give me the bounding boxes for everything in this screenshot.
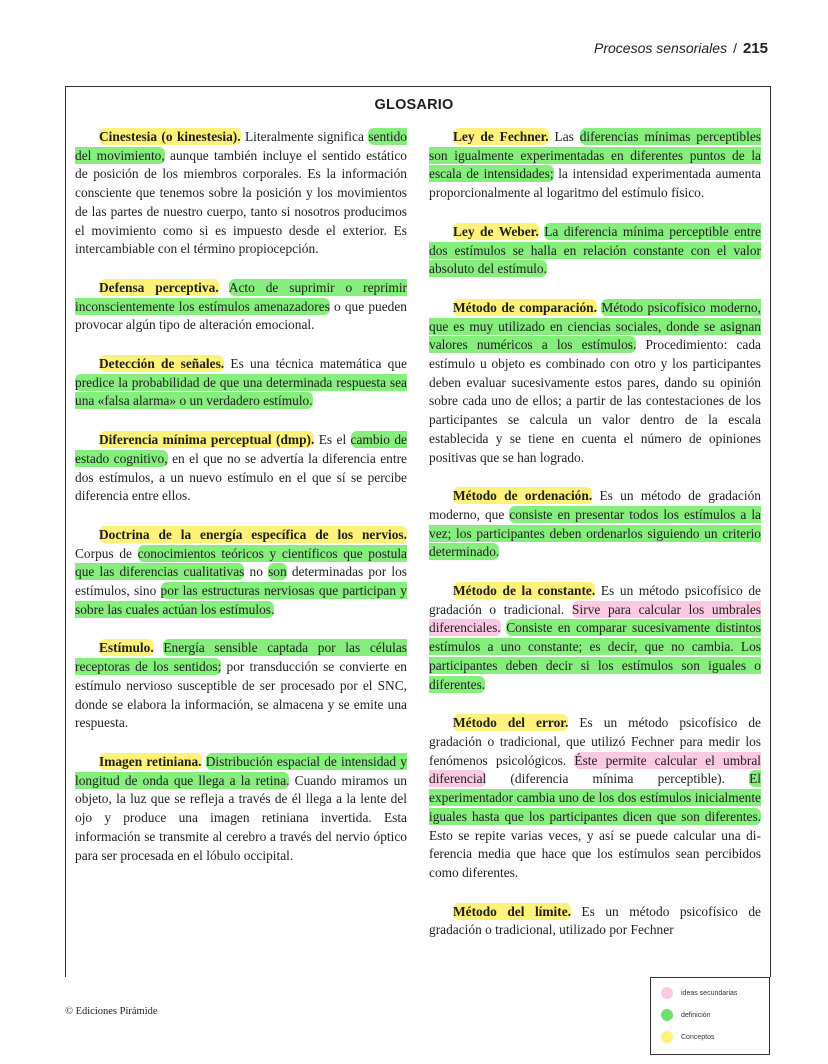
glossary-term-highlight: Cinestesia (o kinestesia). (99, 129, 241, 144)
glossary-term-highlight: Método del error. (453, 715, 569, 731)
glossary-entry (429, 299, 761, 467)
highlighted-text: Energía sensible captada por las células receptoras de los sentidos; (75, 640, 407, 675)
entry-text: Cuando miramos un objeto, la luz que se refleja a través de él llega a la lente del ojo y produce una imagen retiniana invertida. Esta información se transmite al cerebro a través del nervio óptico para ser procesada en el lóbulo occipital. (75, 772, 407, 863)
glossary-entry (75, 279, 407, 335)
entry-text (154, 640, 164, 655)
entry-text: en el que no se advertía la diferencia entre dos estímulos, a un nuevo estímulo en el que sí se percibe diferencia entre ellos. (75, 450, 407, 504)
highlighted-text: Éste permite calcular el umbral diferencial (429, 752, 761, 787)
page-number: 215 (742, 40, 768, 57)
entry-text: o que pueden provocar algún tipo de alteración emocional. (75, 298, 407, 333)
legend-item-concepts (661, 1030, 714, 1044)
highlighted-text: son (268, 564, 287, 580)
pink-dot-icon (661, 987, 673, 999)
entry-text (219, 280, 229, 295)
entry-text: determinadas por los estímulos, sino (75, 564, 408, 599)
entry-text: Es un método psicofísico de gradación o tradicional. (429, 583, 761, 617)
yellow-dot-icon (661, 1031, 673, 1043)
right-column (429, 128, 761, 960)
entry-text: Es un método de gradación moderno, que (429, 488, 761, 522)
highlighted-text: Acto de suprimir o reprimir inconscientemente los estímulos amenazadores (75, 279, 408, 314)
glossary-term-highlight: Detección de señales. (99, 356, 225, 372)
glossary-entry (75, 639, 407, 733)
glossary-term-highlight: Doctrina de la energía específica de los nervios. (99, 526, 407, 542)
glossary-entry (75, 431, 407, 506)
glossary-term-highlight: Estímulo. (99, 640, 154, 656)
legend-label: definición (681, 1011, 711, 1019)
glossary-entry (75, 526, 407, 620)
entry-text: no (244, 564, 269, 580)
left-column (75, 128, 407, 885)
highlighted-text: diferencias mínimas perceptibles son igualmente experimentadas en diferentes puntos de la escala de intensidades; (429, 129, 761, 182)
entry-text: aunque también incluye el sentido estático de posición de los miembros corporales. Es la información consciente que tenemos sobre la posición y los movimientos de las partes de nuestro cuerpo, tanto si nosotros producimos el movimiento como si es impuesto desde el exterior. Es intercambiable con el término propiocepción. (75, 147, 407, 257)
publisher-footer: © Ediciones Pirámide (65, 1006, 158, 1017)
highlighted-text: sentido del movimiento, (75, 129, 407, 163)
glossary-term-highlight: Imagen retiniana. (99, 753, 202, 769)
legend-label: ideas secundarias (681, 989, 738, 997)
legend-item-secondary (661, 986, 737, 1000)
glossary-entry (429, 128, 761, 203)
glossary-entry (429, 223, 761, 279)
glossary-entry (75, 753, 407, 865)
highlighted-text: predice la probabilidad de que una determinada respuesta sea una «falsa alarma» o un verdadero estímulo. (75, 374, 407, 409)
legend-item-definition (661, 1008, 711, 1022)
entry-text: Las (548, 129, 580, 144)
highlighted-text: conocimientos teóricos y científicos que postula que las diferencias cualitativas (75, 545, 407, 580)
entry-text: Es un método psicofísico de gradación o tradicional, utilizado por Fechner (429, 903, 761, 938)
glossary-entry (429, 903, 761, 940)
entry-text: Es el (314, 432, 351, 448)
highlight-legend (650, 977, 770, 1055)
glossary-entry (429, 487, 761, 562)
highlighted-text: por las estructuras nerviosas que participan y sobre las cuales actúan los estímulos. (75, 583, 408, 617)
glossary-term-highlight: Defensa perceptiva. (99, 279, 219, 295)
entry-text: Es un método psicofísico de gradación o tradicional, que utilizó Fechner para medir los fenómenos psicológicos. (429, 715, 762, 768)
highlighted-text: Consiste en comparar sucesivamente distintos estímulos a uno constante; es decir, que no cambia. Los participantes deben decir si los estímulos son iguales o diferentes. (429, 620, 761, 692)
entry-text: Literalmente significa (240, 129, 369, 144)
highlighted-text: La diferencia mínima perceptible entre dos estímulos se halla en relación constante con el valor absoluto del estímulo. (429, 223, 761, 277)
entry-text: Es una técnica matemática que (224, 356, 408, 372)
glossary-term-highlight: Método de ordenación. (453, 488, 593, 504)
glossary-entry (429, 714, 761, 882)
header-separator: / (733, 40, 737, 56)
running-head (594, 40, 768, 57)
highlighted-text: Método psicofísico moderno, que es muy utilizado en ciencias sociales, donde se asignan valores numéricos a los estímulos. (429, 299, 761, 353)
glossary-entry (429, 582, 761, 694)
entry-text: Esto se repite varias veces, y así se puede calcular una diferencia media que hace que los estímulos sean percibidos como diferentes. (429, 827, 761, 880)
glossary-entry (75, 355, 407, 411)
glossary-term-highlight: Ley de Weber. (453, 223, 539, 239)
highlighted-text: consiste en presentar todos los estímulos a la vez; los participantes deben ordenarlos siguiendo un criterio determinado. (429, 506, 761, 560)
highlighted-text: El experimentador cambia uno de los dos estímulos inicialmente iguales hasta que los participantes dicen que son diferentes. (429, 771, 761, 824)
highlighted-text: cambio de estado cognitivo, (75, 432, 407, 466)
highlighted-text: Distribución espacial de intensidad y longitud de onda que llega a la retina. (75, 753, 407, 788)
green-dot-icon (661, 1009, 673, 1021)
entry-text: Procedimiento: cada estímulo u objeto es combinado con otro y los participantes deben evaluar sucesivamente estos pares, dando su opinión sobre cada uno de ellos; a partir de las contestaciones de los participantes se calcula un valor dentro de la escala establecida y se tiene en cuenta el número de opiniones positivas que se han logrado. (429, 337, 761, 465)
glossary-term-highlight: Método de la constante. (453, 583, 596, 599)
entry-text: por transducción se convierte en estímulo nervioso susceptible de ser procesado por el SNC, donde se elabora la información, se almacena y se emite una respuesta. (75, 659, 407, 731)
glossary-entry (75, 128, 407, 259)
section-title: Procesos sensoriales (594, 40, 728, 56)
entry-text: la intensidad experimentada aumenta proporcionalmente al logaritmo del estímulo físico. (429, 166, 761, 201)
entry-text: (diferencia mínima perceptible). (486, 771, 750, 787)
legend-label: Conceptos (681, 1033, 715, 1041)
glossary-term-highlight: Diferencia mínima perceptual (dmp). (99, 432, 315, 448)
glossary-term-highlight: Método del límite. (453, 903, 572, 919)
glossary-title: GLOSARIO (374, 97, 454, 113)
glossary-term-highlight: Ley de Fechner. (453, 129, 549, 144)
highlighted-text: Sirve para calcular los umbrales diferenciales. (429, 601, 761, 636)
entry-text: Corpus de (75, 545, 138, 561)
glossary-term-highlight: Método de comparación. (453, 299, 597, 315)
